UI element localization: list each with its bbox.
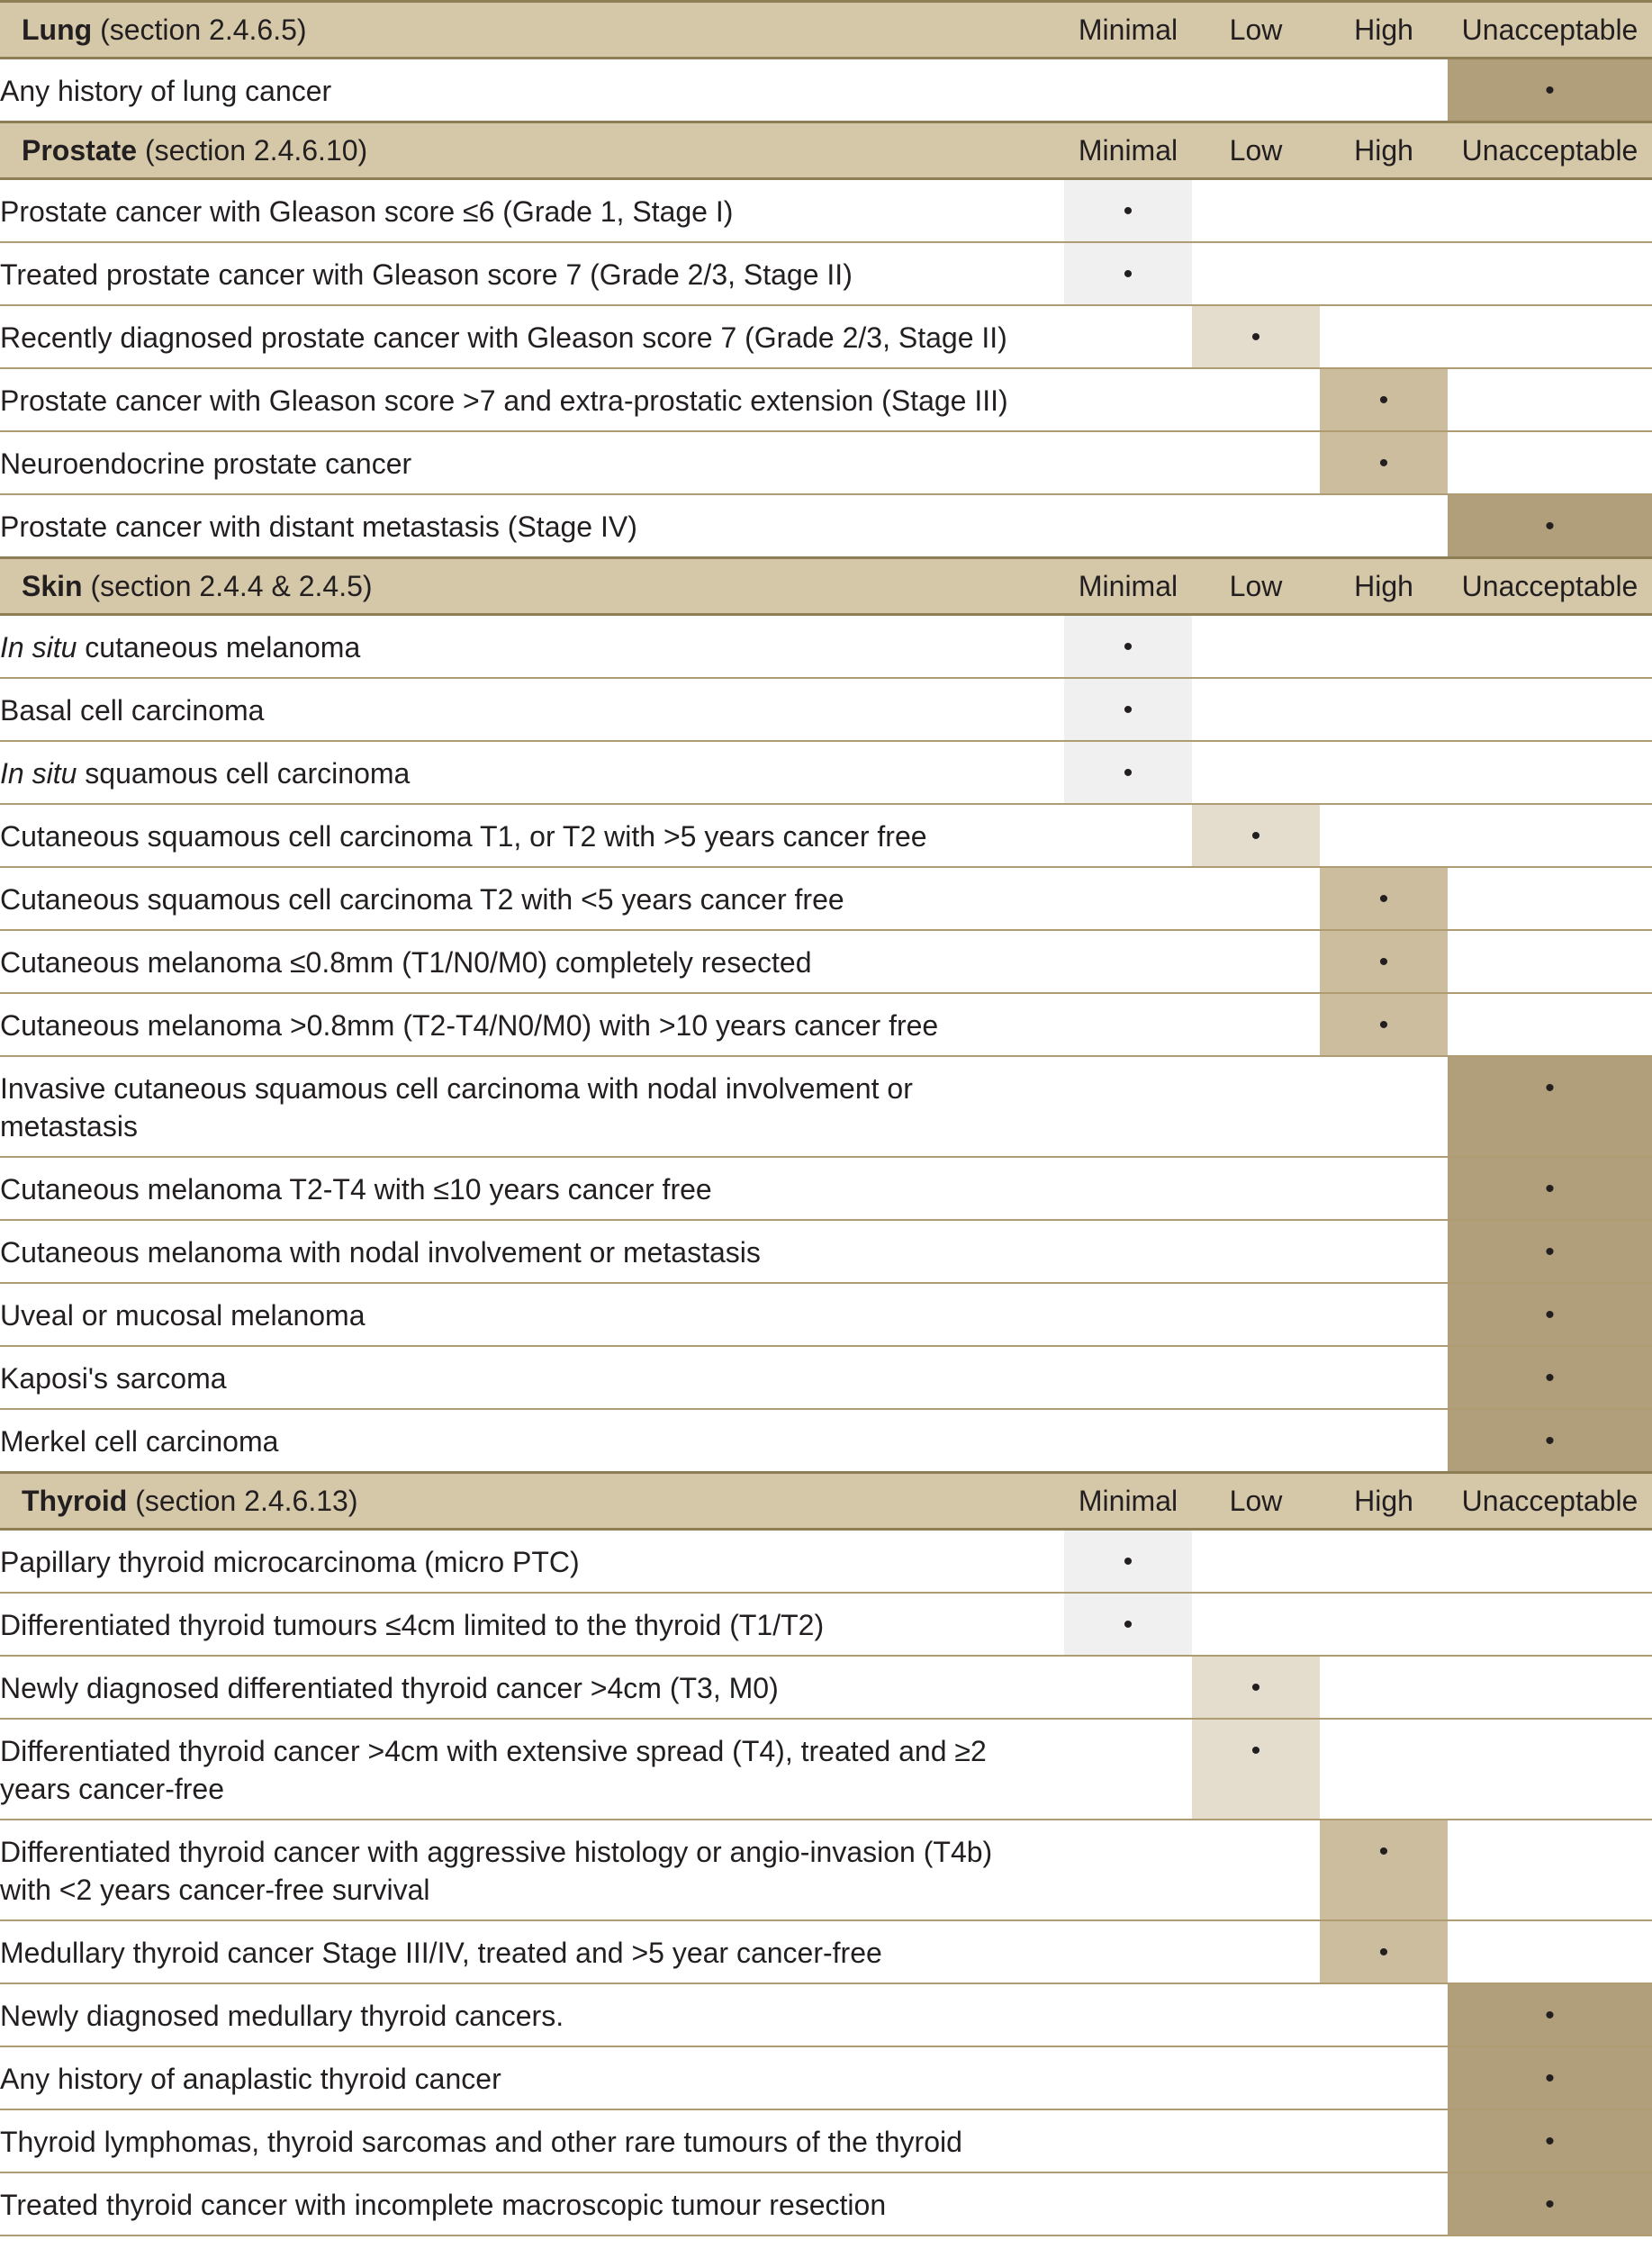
row-description bbox=[0, 2109, 1064, 2172]
section-title bbox=[0, 122, 1064, 179]
row-description bbox=[0, 1719, 1064, 1820]
level-cell-high bbox=[1320, 242, 1448, 305]
level-cell-unacceptable bbox=[1448, 2172, 1652, 2235]
level-cell-high bbox=[1320, 2109, 1448, 2172]
row-description bbox=[0, 1056, 1064, 1157]
row-text: squamous cell carcinoma bbox=[77, 757, 411, 790]
row-text: Neuroendocrine prostate cancer bbox=[0, 447, 412, 480]
level-cell-low bbox=[1192, 2172, 1320, 2235]
row-description bbox=[0, 1346, 1064, 1409]
row-description bbox=[0, 1820, 1064, 1920]
table-row bbox=[0, 242, 1652, 305]
level-cell-unacceptable bbox=[1448, 431, 1652, 494]
level-cell-minimal bbox=[1064, 2109, 1192, 2172]
level-cell-low bbox=[1192, 930, 1320, 993]
row-description bbox=[0, 1530, 1064, 1594]
level-cell-unacceptable bbox=[1448, 494, 1652, 558]
column-header-low: Low bbox=[1192, 2, 1320, 59]
level-cell-unacceptable bbox=[1448, 930, 1652, 993]
level-cell-low bbox=[1192, 1283, 1320, 1346]
bullet-marker: • bbox=[1123, 1547, 1133, 1576]
table-row bbox=[0, 59, 1652, 122]
section-header-prostate bbox=[0, 122, 1652, 179]
table-row bbox=[0, 1593, 1652, 1656]
level-cell-high bbox=[1320, 494, 1448, 558]
bullet-marker: • bbox=[1123, 695, 1133, 725]
level-cell-low bbox=[1192, 741, 1320, 804]
column-header-high: High bbox=[1320, 1473, 1448, 1530]
level-cell-minimal bbox=[1064, 1719, 1192, 1820]
level-cell-low bbox=[1192, 2109, 1320, 2172]
column-header-minimal: Minimal bbox=[1064, 1473, 1192, 1530]
row-text: Invasive cutaneous squamous cell carcinoma with nodal involvement or metastasis bbox=[0, 1072, 913, 1143]
bullet-marker: • bbox=[1545, 1300, 1555, 1330]
row-text: Merkel cell carcinoma bbox=[0, 1425, 279, 1458]
level-cell-low bbox=[1192, 1157, 1320, 1220]
row-description bbox=[0, 1409, 1064, 1473]
level-cell-minimal bbox=[1064, 2046, 1192, 2109]
bullet-marker: • bbox=[1378, 1010, 1389, 1040]
row-text: Papillary thyroid microcarcinoma (micro PTC) bbox=[0, 1546, 580, 1578]
level-cell-low bbox=[1192, 1983, 1320, 2046]
table-row bbox=[0, 368, 1652, 431]
row-description bbox=[0, 59, 1064, 122]
row-text: Cutaneous melanoma ≤0.8mm (T1/N0/M0) completely resected bbox=[0, 946, 812, 979]
level-cell-minimal bbox=[1064, 1220, 1192, 1283]
row-text: Cutaneous melanoma T2-T4 with ≤10 years cancer free bbox=[0, 1173, 712, 1206]
column-header-unacceptable: Unacceptable bbox=[1448, 1473, 1652, 1530]
row-text: Prostate cancer with distant metastasis (Stage IV) bbox=[0, 510, 637, 543]
column-header-high: High bbox=[1320, 122, 1448, 179]
row-text: Differentiated thyroid tumours ≤4cm limited to the thyroid (T1/T2) bbox=[0, 1609, 825, 1641]
level-cell-unacceptable bbox=[1448, 1157, 1652, 1220]
level-cell-low bbox=[1192, 305, 1320, 368]
column-header-minimal: Minimal bbox=[1064, 558, 1192, 615]
table-row bbox=[0, 1656, 1652, 1719]
italic-prefix: In situ bbox=[0, 757, 77, 790]
level-cell-minimal bbox=[1064, 305, 1192, 368]
row-text: Medullary thyroid cancer Stage III/IV, treated and >5 year cancer-free bbox=[0, 1937, 882, 1969]
section-title bbox=[0, 2, 1064, 59]
table-body bbox=[0, 2, 1652, 2236]
row-text: Cutaneous melanoma with nodal involvement or metastasis bbox=[0, 1236, 761, 1269]
column-header-minimal: Minimal bbox=[1064, 122, 1192, 179]
row-description bbox=[0, 678, 1064, 741]
level-cell-unacceptable bbox=[1448, 1656, 1652, 1719]
table-row bbox=[0, 305, 1652, 368]
level-cell-minimal bbox=[1064, 930, 1192, 993]
organ-name: Prostate bbox=[22, 134, 138, 167]
level-cell-unacceptable bbox=[1448, 1530, 1652, 1594]
table-row bbox=[0, 2046, 1652, 2109]
row-description bbox=[0, 867, 1064, 930]
level-cell-low bbox=[1192, 2046, 1320, 2109]
level-cell-unacceptable bbox=[1448, 1719, 1652, 1820]
level-cell-low bbox=[1192, 615, 1320, 679]
level-cell-minimal bbox=[1064, 1530, 1192, 1594]
level-cell-minimal bbox=[1064, 1157, 1192, 1220]
section-header-skin bbox=[0, 558, 1652, 615]
table-row bbox=[0, 1983, 1652, 2046]
section-title bbox=[0, 1473, 1064, 1530]
level-cell-minimal bbox=[1064, 678, 1192, 741]
level-cell-low bbox=[1192, 59, 1320, 122]
level-cell-low bbox=[1192, 242, 1320, 305]
level-cell-low bbox=[1192, 368, 1320, 431]
bullet-marker: • bbox=[1545, 1363, 1555, 1393]
level-cell-minimal bbox=[1064, 1920, 1192, 1983]
column-header-low: Low bbox=[1192, 558, 1320, 615]
level-cell-high bbox=[1320, 1283, 1448, 1346]
table-row bbox=[0, 741, 1652, 804]
section-title bbox=[0, 558, 1064, 615]
level-cell-unacceptable bbox=[1448, 59, 1652, 122]
level-cell-minimal bbox=[1064, 494, 1192, 558]
level-cell-low bbox=[1192, 1920, 1320, 1983]
level-cell-high bbox=[1320, 930, 1448, 993]
table-row bbox=[0, 615, 1652, 679]
bullet-marker: • bbox=[1123, 1610, 1133, 1639]
section-header-lung bbox=[0, 2, 1652, 59]
row-description bbox=[0, 1983, 1064, 2046]
bullet-marker: • bbox=[1123, 259, 1133, 289]
level-cell-high bbox=[1320, 179, 1448, 243]
level-cell-minimal bbox=[1064, 1820, 1192, 1920]
level-cell-high bbox=[1320, 1719, 1448, 1820]
level-cell-high bbox=[1320, 2172, 1448, 2235]
column-header-unacceptable: Unacceptable bbox=[1448, 558, 1652, 615]
level-cell-unacceptable bbox=[1448, 1983, 1652, 2046]
level-cell-unacceptable bbox=[1448, 1220, 1652, 1283]
row-text: Newly diagnosed medullary thyroid cancers. bbox=[0, 2000, 564, 2032]
bullet-marker: • bbox=[1545, 1073, 1555, 1103]
table-row bbox=[0, 1283, 1652, 1346]
row-text: Any history of anaplastic thyroid cancer bbox=[0, 2063, 501, 2095]
row-text: Cutaneous melanoma >0.8mm (T2-T4/N0/M0) with >10 years cancer free bbox=[0, 1009, 939, 1042]
level-cell-minimal bbox=[1064, 1056, 1192, 1157]
bullet-marker: • bbox=[1378, 385, 1389, 415]
bullet-marker: • bbox=[1378, 448, 1389, 478]
row-text: Treated thyroid cancer with incomplete macroscopic tumour resection bbox=[0, 2189, 887, 2221]
table-row bbox=[0, 2109, 1652, 2172]
level-cell-low bbox=[1192, 1346, 1320, 1409]
bullet-marker: • bbox=[1545, 1426, 1555, 1456]
bullet-marker: • bbox=[1378, 1937, 1389, 1967]
organ-name: Lung bbox=[22, 14, 93, 46]
row-description bbox=[0, 1920, 1064, 1983]
row-text: Recently diagnosed prostate cancer with Gleason score 7 (Grade 2/3, Stage II) bbox=[0, 321, 1007, 354]
organ-name: Skin bbox=[22, 570, 83, 602]
bullet-marker: • bbox=[1545, 511, 1555, 541]
row-description bbox=[0, 368, 1064, 431]
level-cell-high bbox=[1320, 1593, 1448, 1656]
row-text: Differentiated thyroid cancer >4cm with extensive spread (T4), treated and ≥2 years cancer-free bbox=[0, 1735, 987, 1805]
level-cell-unacceptable bbox=[1448, 2046, 1652, 2109]
level-cell-unacceptable bbox=[1448, 179, 1652, 243]
level-cell-minimal bbox=[1064, 1983, 1192, 2046]
row-description bbox=[0, 741, 1064, 804]
row-text: Prostate cancer with Gleason score ≤6 (Grade 1, Stage I) bbox=[0, 195, 734, 228]
level-cell-unacceptable bbox=[1448, 867, 1652, 930]
bullet-marker: • bbox=[1250, 322, 1261, 352]
row-text: Uveal or mucosal melanoma bbox=[0, 1299, 366, 1332]
table-row bbox=[0, 867, 1652, 930]
row-text: Any history of lung cancer bbox=[0, 75, 332, 107]
level-cell-minimal bbox=[1064, 741, 1192, 804]
row-text: Kaposi's sarcoma bbox=[0, 1362, 227, 1395]
level-cell-high bbox=[1320, 1530, 1448, 1594]
level-cell-low bbox=[1192, 179, 1320, 243]
row-text: Cutaneous squamous cell carcinoma T1, or T2 with >5 years cancer free bbox=[0, 820, 927, 853]
column-header-low: Low bbox=[1192, 122, 1320, 179]
level-cell-high bbox=[1320, 2046, 1448, 2109]
table-row bbox=[0, 2172, 1652, 2235]
table-row bbox=[0, 678, 1652, 741]
italic-prefix: In situ bbox=[0, 631, 77, 664]
row-description bbox=[0, 615, 1064, 679]
level-cell-high bbox=[1320, 368, 1448, 431]
table-row bbox=[0, 1346, 1652, 1409]
column-header-unacceptable: Unacceptable bbox=[1448, 2, 1652, 59]
level-cell-low bbox=[1192, 867, 1320, 930]
level-cell-low bbox=[1192, 1820, 1320, 1920]
organ-name: Thyroid bbox=[22, 1485, 128, 1517]
level-cell-minimal bbox=[1064, 867, 1192, 930]
table-row bbox=[0, 1220, 1652, 1283]
level-cell-high bbox=[1320, 305, 1448, 368]
level-cell-high bbox=[1320, 993, 1448, 1056]
level-cell-minimal bbox=[1064, 242, 1192, 305]
table-row bbox=[0, 1920, 1652, 1983]
level-cell-high bbox=[1320, 1157, 1448, 1220]
level-cell-low bbox=[1192, 1056, 1320, 1157]
bullet-marker: • bbox=[1378, 884, 1389, 914]
row-text: Basal cell carcinoma bbox=[0, 694, 265, 727]
table-row bbox=[0, 431, 1652, 494]
bullet-marker: • bbox=[1250, 1673, 1261, 1703]
level-cell-high bbox=[1320, 431, 1448, 494]
table-row bbox=[0, 179, 1652, 243]
bullet-marker: • bbox=[1545, 2190, 1555, 2219]
column-header-low: Low bbox=[1192, 1473, 1320, 1530]
level-cell-minimal bbox=[1064, 59, 1192, 122]
table-row bbox=[0, 494, 1652, 558]
level-cell-high bbox=[1320, 741, 1448, 804]
section-reference: (section 2.4.6.5) bbox=[100, 14, 307, 46]
level-cell-unacceptable bbox=[1448, 368, 1652, 431]
section-reference: (section 2.4.4 & 2.4.5) bbox=[90, 570, 373, 602]
section-reference: (section 2.4.6.13) bbox=[135, 1485, 358, 1517]
level-cell-high bbox=[1320, 1056, 1448, 1157]
row-description bbox=[0, 804, 1064, 867]
table-row bbox=[0, 1157, 1652, 1220]
level-cell-low bbox=[1192, 1409, 1320, 1473]
level-cell-high bbox=[1320, 1346, 1448, 1409]
level-cell-minimal bbox=[1064, 1656, 1192, 1719]
level-cell-high bbox=[1320, 1983, 1448, 2046]
level-cell-high bbox=[1320, 1220, 1448, 1283]
level-cell-unacceptable bbox=[1448, 804, 1652, 867]
row-description bbox=[0, 993, 1064, 1056]
row-description bbox=[0, 179, 1064, 243]
table-row bbox=[0, 1056, 1652, 1157]
row-description bbox=[0, 2046, 1064, 2109]
table-row bbox=[0, 1530, 1652, 1594]
row-description bbox=[0, 1157, 1064, 1220]
row-description bbox=[0, 2172, 1064, 2235]
level-cell-high bbox=[1320, 615, 1448, 679]
row-text: cutaneous melanoma bbox=[77, 631, 361, 664]
table-row bbox=[0, 993, 1652, 1056]
level-cell-unacceptable bbox=[1448, 1346, 1652, 1409]
level-cell-minimal bbox=[1064, 615, 1192, 679]
bullet-marker: • bbox=[1250, 821, 1261, 851]
row-text: Prostate cancer with Gleason score >7 and extra-prostatic extension (Stage III) bbox=[0, 384, 1008, 417]
level-cell-high bbox=[1320, 59, 1448, 122]
level-cell-low bbox=[1192, 678, 1320, 741]
level-cell-low bbox=[1192, 1656, 1320, 1719]
row-description bbox=[0, 494, 1064, 558]
table-row bbox=[0, 1409, 1652, 1473]
level-cell-unacceptable bbox=[1448, 305, 1652, 368]
bullet-marker: • bbox=[1545, 1174, 1555, 1204]
row-description bbox=[0, 1220, 1064, 1283]
bullet-marker: • bbox=[1545, 1237, 1555, 1267]
level-cell-unacceptable bbox=[1448, 1820, 1652, 1920]
table-row bbox=[0, 1719, 1652, 1820]
bullet-marker: • bbox=[1250, 1736, 1261, 1766]
bullet-marker: • bbox=[1545, 2064, 1555, 2093]
level-cell-minimal bbox=[1064, 1346, 1192, 1409]
level-cell-minimal bbox=[1064, 2172, 1192, 2235]
table-row bbox=[0, 804, 1652, 867]
bullet-marker: • bbox=[1378, 1837, 1389, 1866]
level-cell-low bbox=[1192, 431, 1320, 494]
bullet-marker: • bbox=[1378, 947, 1389, 977]
bullet-marker: • bbox=[1545, 2127, 1555, 2156]
level-cell-minimal bbox=[1064, 179, 1192, 243]
level-cell-unacceptable bbox=[1448, 1409, 1652, 1473]
level-cell-unacceptable bbox=[1448, 678, 1652, 741]
row-text: Treated prostate cancer with Gleason score 7 (Grade 2/3, Stage II) bbox=[0, 258, 853, 291]
level-cell-minimal bbox=[1064, 993, 1192, 1056]
column-header-minimal: Minimal bbox=[1064, 2, 1192, 59]
level-cell-unacceptable bbox=[1448, 1056, 1652, 1157]
level-cell-low bbox=[1192, 1593, 1320, 1656]
bullet-marker: • bbox=[1123, 758, 1133, 788]
row-text: Differentiated thyroid cancer with aggressive histology or angio-invasion (T4b) with <2 years cancer-free survival bbox=[0, 1836, 993, 1906]
table-row bbox=[0, 1820, 1652, 1920]
bullet-marker: • bbox=[1123, 196, 1133, 226]
level-cell-minimal bbox=[1064, 1409, 1192, 1473]
column-header-unacceptable: Unacceptable bbox=[1448, 122, 1652, 179]
row-description bbox=[0, 242, 1064, 305]
bullet-marker: • bbox=[1545, 2001, 1555, 2030]
row-description bbox=[0, 431, 1064, 494]
level-cell-high bbox=[1320, 804, 1448, 867]
level-cell-high bbox=[1320, 1920, 1448, 1983]
table-row bbox=[0, 930, 1652, 993]
level-cell-low bbox=[1192, 1530, 1320, 1594]
row-description bbox=[0, 1283, 1064, 1346]
level-cell-high bbox=[1320, 867, 1448, 930]
level-cell-low bbox=[1192, 1719, 1320, 1820]
section-reference: (section 2.4.6.10) bbox=[144, 134, 368, 167]
level-cell-low bbox=[1192, 804, 1320, 867]
row-description bbox=[0, 305, 1064, 368]
level-cell-minimal bbox=[1064, 368, 1192, 431]
row-text: Newly diagnosed differentiated thyroid cancer >4cm (T3, M0) bbox=[0, 1672, 779, 1704]
row-text: Thyroid lymphomas, thyroid sarcomas and other rare tumours of the thyroid bbox=[0, 2126, 962, 2158]
level-cell-unacceptable bbox=[1448, 1283, 1652, 1346]
level-cell-high bbox=[1320, 1656, 1448, 1719]
row-text: Cutaneous squamous cell carcinoma T2 with <5 years cancer free bbox=[0, 883, 844, 916]
level-cell-minimal bbox=[1064, 1283, 1192, 1346]
level-cell-minimal bbox=[1064, 1593, 1192, 1656]
level-cell-low bbox=[1192, 1220, 1320, 1283]
column-header-high: High bbox=[1320, 558, 1448, 615]
level-cell-unacceptable bbox=[1448, 1593, 1652, 1656]
row-description bbox=[0, 1593, 1064, 1656]
level-cell-minimal bbox=[1064, 804, 1192, 867]
level-cell-unacceptable bbox=[1448, 741, 1652, 804]
level-cell-low bbox=[1192, 494, 1320, 558]
column-header-high: High bbox=[1320, 2, 1448, 59]
level-cell-high bbox=[1320, 1409, 1448, 1473]
row-description bbox=[0, 930, 1064, 993]
bullet-marker: • bbox=[1123, 632, 1133, 662]
level-cell-unacceptable bbox=[1448, 1920, 1652, 1983]
section-header-thyroid bbox=[0, 1473, 1652, 1530]
row-description bbox=[0, 1656, 1064, 1719]
level-cell-unacceptable bbox=[1448, 993, 1652, 1056]
bullet-marker: • bbox=[1545, 76, 1555, 105]
level-cell-low bbox=[1192, 993, 1320, 1056]
level-cell-unacceptable bbox=[1448, 615, 1652, 679]
level-cell-unacceptable bbox=[1448, 242, 1652, 305]
level-cell-minimal bbox=[1064, 431, 1192, 494]
level-cell-unacceptable bbox=[1448, 2109, 1652, 2172]
level-cell-high bbox=[1320, 1820, 1448, 1920]
level-cell-high bbox=[1320, 678, 1448, 741]
